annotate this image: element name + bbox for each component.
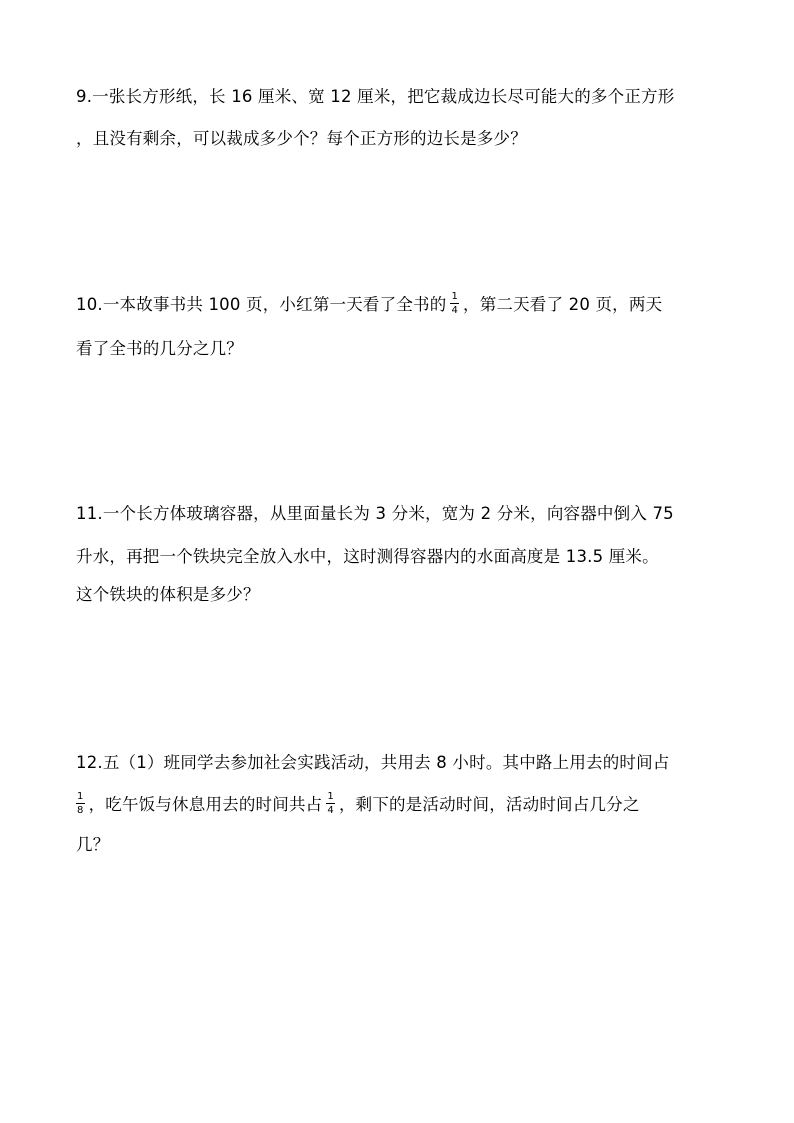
question-10-text-after-fraction: ，第二天看了 20 页，两天 bbox=[463, 295, 663, 314]
fraction-bar bbox=[450, 303, 459, 304]
question-12-text-mid: ，吃午饭与休息用去的时间共占 bbox=[88, 795, 323, 814]
question-11-line-2: 升水，再把一个铁块完全放入水中，这时测得容器内的水面高度是 13.5 厘米。 bbox=[76, 547, 659, 566]
question-9-line-1: 9.一张长方形纸，长 16 厘米、宽 12 厘米，把它裁成边长尽可能大的多个正方形 bbox=[76, 87, 675, 106]
question-10-text-before-fraction: 10.一本故事书共 100 页，小红第一天看了全书的 bbox=[76, 295, 447, 314]
fraction-numerator: 1 bbox=[77, 791, 84, 802]
fraction-bar bbox=[76, 803, 85, 804]
question-10-line-2: 看了全书的几分之几？ bbox=[76, 339, 243, 358]
fraction-one-quarter bbox=[450, 291, 459, 316]
fraction-denominator: 8 bbox=[77, 805, 84, 816]
fraction-bar bbox=[326, 803, 335, 804]
question-11-line-1: 11.一个长方体玻璃容器，从里面量长为 3 分米，宽为 2 分米，向容器中倒入 75 bbox=[76, 504, 674, 523]
question-12-line-2 bbox=[76, 793, 640, 818]
question-9-line-2: ，且没有剩余，可以裁成多少个？每个正方形的边长是多少？ bbox=[76, 129, 527, 148]
question-10-line-1 bbox=[76, 293, 662, 318]
question-11-line-3: 这个铁块的体积是多少？ bbox=[76, 585, 260, 604]
fraction-one-quarter bbox=[326, 791, 335, 816]
fraction-denominator: 4 bbox=[327, 805, 334, 816]
fraction-numerator: 1 bbox=[451, 291, 458, 302]
question-12-line-3: 几？ bbox=[76, 835, 110, 854]
question-12-line-1: 12.五（1）班同学去参加社会实践活动，共用去 8 小时。其中路上用去的时间占 bbox=[76, 753, 670, 772]
fraction-numerator: 1 bbox=[327, 791, 334, 802]
fraction-denominator: 4 bbox=[451, 305, 458, 316]
question-12-text-after: ，剩下的是活动时间，活动时间占几分之 bbox=[338, 795, 640, 814]
fraction-one-eighth bbox=[76, 791, 85, 816]
